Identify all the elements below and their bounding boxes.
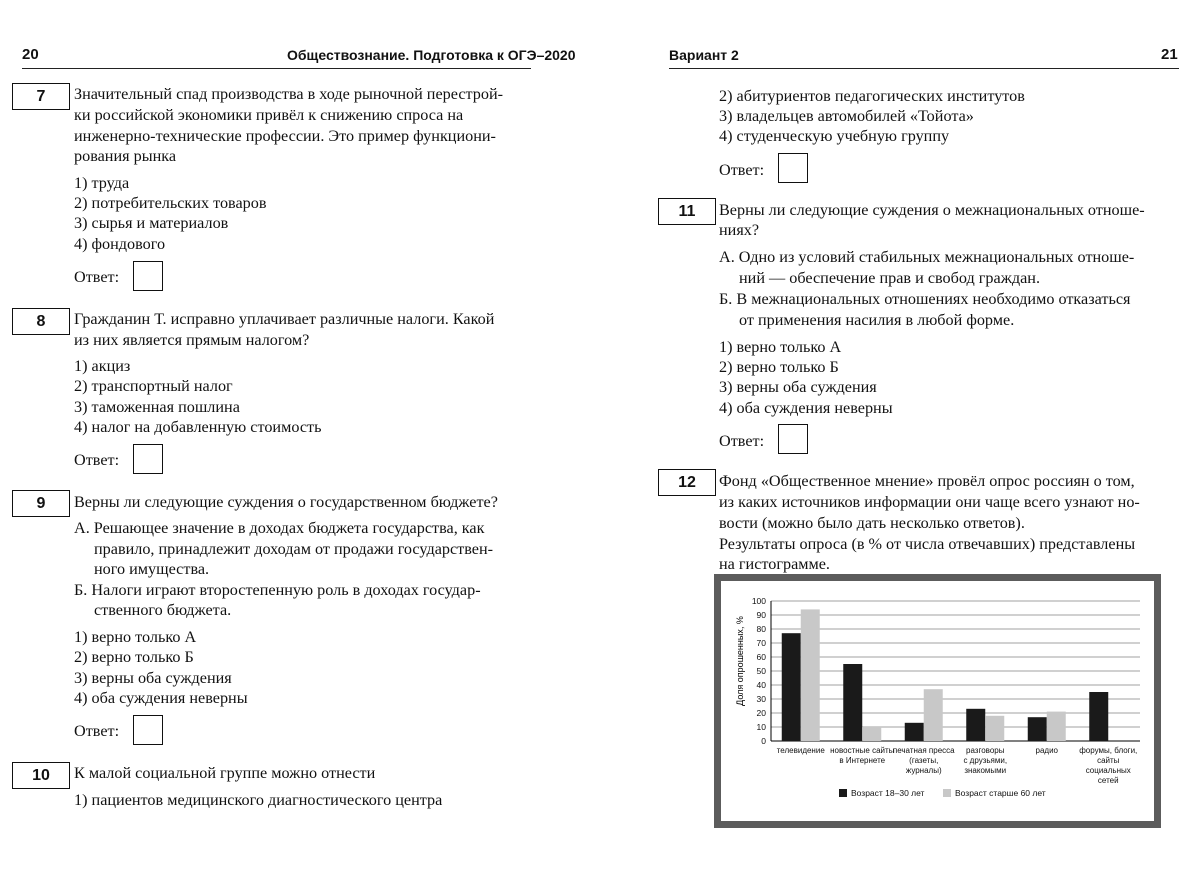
question-9-option: 3) верны оба суждения <box>74 669 232 687</box>
question-8-option: 3) таможенная пошлина <box>74 398 240 416</box>
question-9-option: 2) верно только Б <box>74 648 194 666</box>
x-category-label: разговоры <box>966 746 1005 755</box>
x-category-label: радио <box>1035 746 1058 755</box>
x-category-label: сайты <box>1097 756 1120 765</box>
question-11-text-line: Верны ли следующие суждения о межнациональных отноше- <box>719 201 1145 219</box>
question-9-statement-b-line: ственного бюджета. <box>94 601 232 619</box>
question-7-text-line: рования рынка <box>74 147 177 165</box>
question-11-option: 2) верно только Б <box>719 358 839 376</box>
x-category-label: печатная пресса <box>892 746 955 755</box>
question-12-text-line: из каких источников информации они чаще всего узнают но- <box>719 493 1140 511</box>
legend-label: Возраст 18–30 лет <box>851 788 925 798</box>
question-11-option: 1) верно только А <box>719 338 842 356</box>
question-7-option: 3) сырья и материалов <box>74 214 229 232</box>
x-category-label: сетей <box>1097 776 1119 785</box>
question-12-text-line: на гистограмме. <box>719 555 830 573</box>
x-category-label: (газеты, <box>909 756 939 765</box>
bar-age-60-plus <box>862 727 881 741</box>
bar-age-60-plus <box>985 716 1004 741</box>
y-tick-label: 50 <box>756 666 766 676</box>
question-12-number: 12 <box>658 469 716 496</box>
question-10-answer-box[interactable] <box>778 153 808 183</box>
y-tick-label: 10 <box>756 722 766 732</box>
x-category-label: новостные сайты <box>830 746 895 755</box>
x-category-label: знакомыми <box>964 766 1007 775</box>
question-9-statement-a-line: правило, принадлежит доходам от продажи государствен- <box>94 540 494 558</box>
y-axis-label: Доля опрошенных, % <box>735 616 745 706</box>
answer-label: Ответ: <box>74 268 120 286</box>
legend-swatch-age-60-plus <box>943 789 951 797</box>
x-category-label: журналы) <box>905 766 942 775</box>
bar-age-60-plus <box>801 609 820 741</box>
question-11-text-line: ниях? <box>719 221 760 239</box>
question-11-statement-a-line: ний — обеспечение прав и свобод граждан. <box>739 269 1041 287</box>
histogram-frame <box>714 574 1161 828</box>
x-category-label: телевидение <box>776 746 825 755</box>
question-7-option: 2) потребительских товаров <box>74 194 267 212</box>
left-page-number: 20 <box>22 46 39 63</box>
question-12-text-line: вости (можно было дать несколько ответов). <box>719 514 1025 532</box>
question-8-option: 4) налог на добавленную стоимость <box>74 418 322 436</box>
bar-age-18-30 <box>1089 692 1108 741</box>
legend-swatch-age-18-30 <box>839 789 847 797</box>
question-8-option: 1) акциз <box>74 357 131 375</box>
question-9-answer-box[interactable] <box>133 715 163 745</box>
question-9-statement-b-line: Б. Налоги играют второстепенную роль в доходах государ- <box>74 581 481 599</box>
bar-age-18-30 <box>905 723 924 741</box>
question-9-option: 4) оба суждения неверны <box>74 689 248 707</box>
question-9-option: 1) верно только А <box>74 628 197 646</box>
bar-age-18-30 <box>1028 717 1047 741</box>
question-9-statement-a-line: ного имущества. <box>94 560 210 578</box>
question-8-number: 8 <box>12 308 70 335</box>
question-9-number: 9 <box>12 490 70 517</box>
y-tick-label: 70 <box>756 638 766 648</box>
bar-age-18-30 <box>843 664 862 741</box>
question-8-answer-box[interactable] <box>133 444 163 474</box>
question-11-option: 3) верны оба суждения <box>719 378 877 396</box>
y-tick-label: 100 <box>751 596 766 606</box>
bar-age-18-30 <box>966 709 985 741</box>
bar-age-60-plus <box>924 689 943 741</box>
question-7-number: 7 <box>12 83 70 110</box>
question-7-option: 1) труда <box>74 174 130 192</box>
question-10-option: 2) абитуриентов педагогических институтов <box>719 87 1025 105</box>
question-10-option: 4) студенческую учебную группу <box>719 127 950 145</box>
question-11-number: 11 <box>658 198 716 225</box>
question-9-statement-a-line: А. Решающее значение в доходах бюджета государства, как <box>74 519 485 537</box>
bar-age-60-plus <box>1047 712 1066 741</box>
question-7-text-line: инженерно-технические профессии. Это пример функциони- <box>74 127 496 145</box>
question-7-option: 4) фондового <box>74 235 166 253</box>
question-7-text-line: ки российской экономики привёл к снижению спроса на <box>74 106 464 124</box>
question-11-answer-box[interactable] <box>778 424 808 454</box>
question-11-option: 4) оба суждения неверны <box>719 399 893 417</box>
right-page-title: Вариант 2 <box>669 47 739 63</box>
right-header-rule <box>669 68 1179 69</box>
question-11-statement-b-line: от применения насилия в любой форме. <box>739 311 1015 329</box>
question-8-text-line: из них является прямым налогом? <box>74 331 310 349</box>
question-11-statement-b-line: Б. В межнациональных отношениях необходимо отказаться <box>719 290 1131 308</box>
question-10-text: К малой социальной группе можно отнести <box>74 764 376 782</box>
question-12-text-line: Фонд «Общественное мнение» провёл опрос россиян о том, <box>719 472 1135 490</box>
question-10-number: 10 <box>12 762 70 789</box>
question-10-option: 1) пациентов медицинского диагностического центра <box>74 791 443 809</box>
histogram-panel <box>721 581 1154 821</box>
y-tick-label: 20 <box>756 708 766 718</box>
left-header-rule <box>22 68 531 69</box>
question-10-option: 3) владельцев автомобилей «Тойота» <box>719 107 974 125</box>
histogram <box>721 581 1154 821</box>
y-tick-label: 80 <box>756 624 766 634</box>
answer-label: Ответ: <box>719 432 765 450</box>
right-page-number: 21 <box>1161 46 1178 63</box>
y-tick-label: 0 <box>761 736 766 746</box>
question-8-text-line: Гражданин Т. исправно уплачивает различные налоги. Какой <box>74 310 495 328</box>
answer-label: Ответ: <box>74 722 120 740</box>
y-tick-label: 90 <box>756 610 766 620</box>
x-category-label: социальных <box>1085 766 1131 775</box>
answer-label: Ответ: <box>74 451 120 469</box>
bar-age-18-30 <box>782 633 801 741</box>
question-7-answer-box[interactable] <box>133 261 163 291</box>
left-page-title: Обществознание. Подготовка к ОГЭ–2020 <box>287 47 576 63</box>
question-12-text-line: Результаты опроса (в % от числа отвечавших) представлены <box>719 535 1136 553</box>
legend-label: Возраст старше 60 лет <box>955 788 1046 798</box>
question-9-text: Верны ли следующие суждения о государственном бюджете? <box>74 493 498 511</box>
x-category-label: с друзьями, <box>963 756 1008 765</box>
x-category-label: форумы, блоги, <box>1079 746 1138 755</box>
y-tick-label: 60 <box>756 652 766 662</box>
question-7-text-line: Значительный спад производства в ходе рыночной перестрой- <box>74 85 504 103</box>
x-category-label: в Интернете <box>839 756 886 765</box>
question-11-statement-a-line: А. Одно из условий стабильных межнациональных отноше- <box>719 248 1135 266</box>
answer-label: Ответ: <box>719 161 765 179</box>
y-tick-label: 30 <box>756 694 766 704</box>
y-tick-label: 40 <box>756 680 766 690</box>
question-8-option: 2) транспортный налог <box>74 377 233 395</box>
